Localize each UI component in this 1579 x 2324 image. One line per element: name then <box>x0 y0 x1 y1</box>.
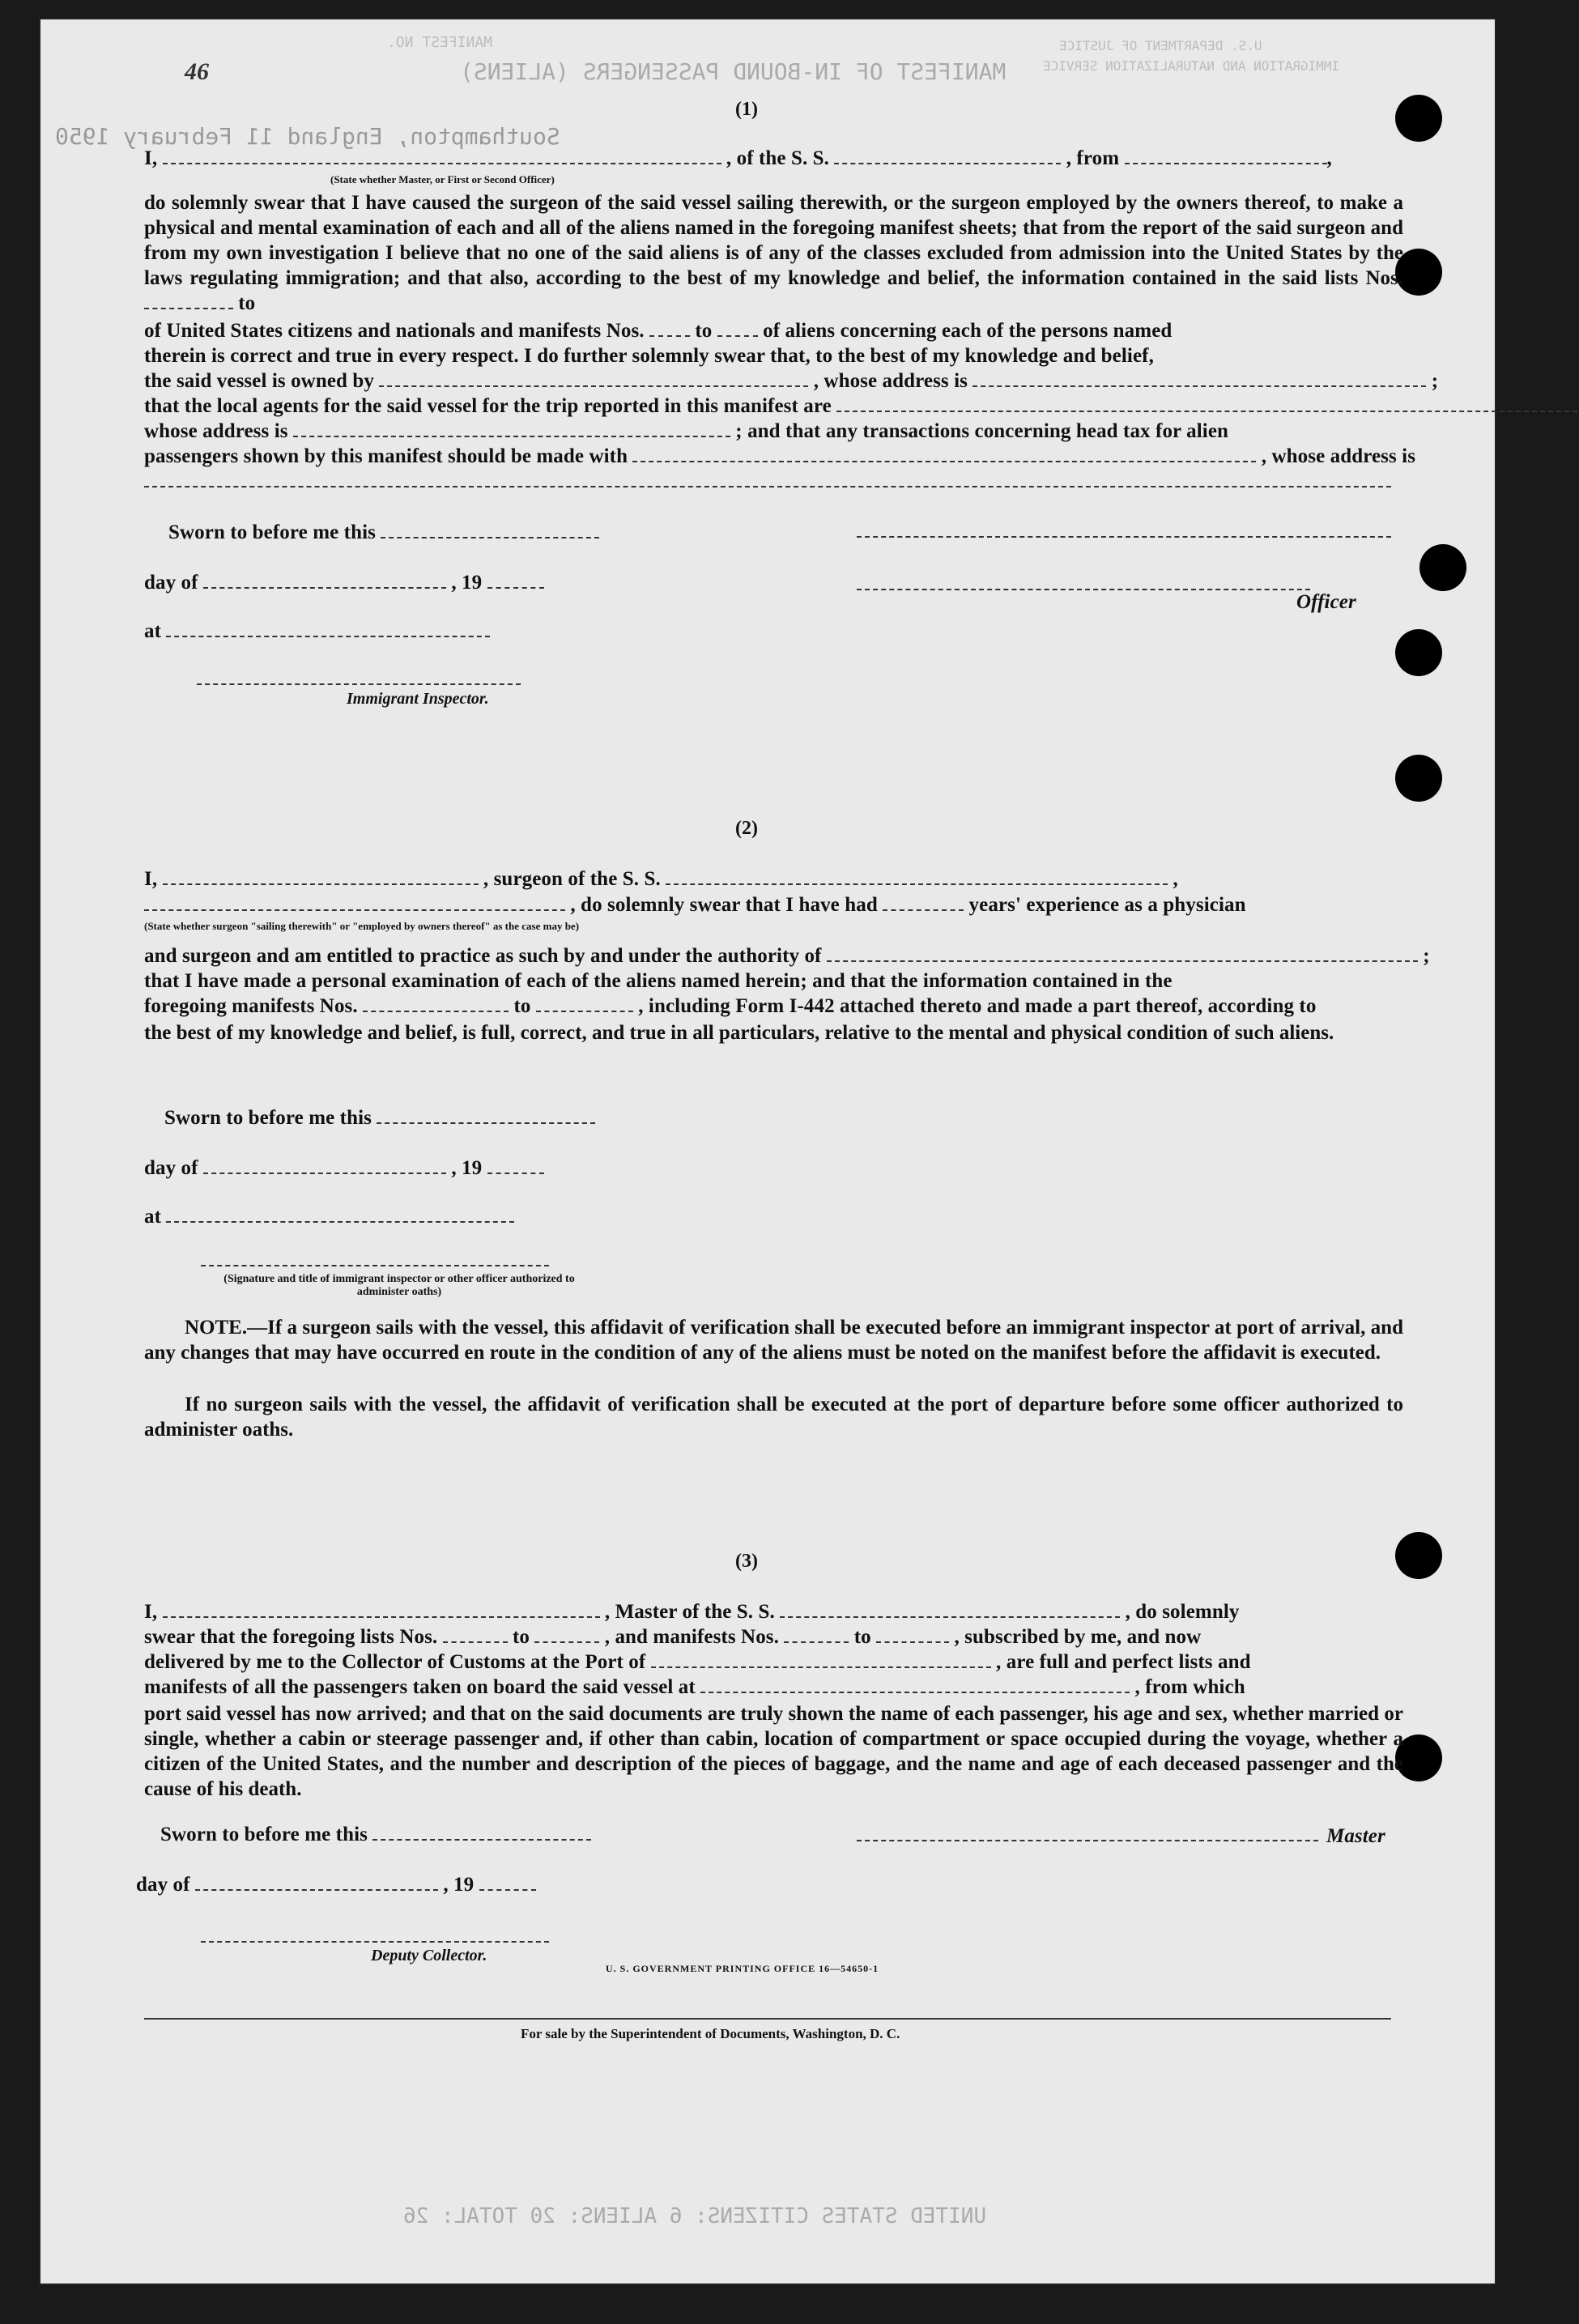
section-1-therein-line: therein is correct and true in every respect. I do further solemnly swear that, to the best of my knowledge and belief, <box>144 345 1154 367</box>
section-2-para-a: that I have made a personal examination of each of the aliens named herein; and that the information contained in the <box>144 970 1173 992</box>
section-2-sig-line <box>201 1265 549 1266</box>
section-2-number: (2) <box>735 818 758 839</box>
section-2-sworn: Sworn to before me this <box>164 1107 595 1130</box>
section-3-line-2: swear that the foregoing lists Nos. to , and manifests Nos. to , subscribed by me, and now <box>144 1626 1202 1648</box>
section-1-day: day of , 19 <box>144 572 544 594</box>
punch-hole <box>1395 1532 1442 1579</box>
label-i: I, <box>144 147 158 169</box>
section-2-foregoing: foregoing manifests Nos. to , including Form I-442 attached thereto and made a part thereof, according to <box>144 995 1317 1017</box>
section-1-line-1: I, , of the S. S. , from , <box>144 147 1332 169</box>
punch-hole <box>1395 629 1442 676</box>
section-3-number: (3) <box>735 1551 758 1572</box>
section-2-sig-caption: (Signature and title of immigrant inspector or other officer authorized to administer oaths) <box>223 1273 575 1298</box>
master-label: Master <box>1326 1825 1385 1847</box>
label-from: , from <box>1066 147 1120 169</box>
section-3-line-4: manifests of all the passengers taken on board the said vessel at , from which <box>144 1676 1245 1698</box>
section-1-agents-line: that the local agents for the said vessel for the trip reported in this manifest are <box>144 395 1579 418</box>
deputy-signature-line <box>201 1941 549 1943</box>
section-3-sworn: Sworn to before me this <box>160 1824 591 1846</box>
section-1-rule <box>144 486 1391 487</box>
ghost-port-date: Southampton, England 11 February 1950 <box>55 123 560 150</box>
bottom-rule <box>144 2018 1391 2020</box>
officer-signature-line <box>857 536 1391 538</box>
deputy-label: Deputy Collector. <box>371 1947 487 1964</box>
section-2-line-1: I, , surgeon of the S. S. , <box>144 868 1178 890</box>
punch-hole <box>1419 544 1466 591</box>
section-2-caption: (State whether surgeon "sailing therewith" or "employed by owners thereof" as the case may be) <box>144 920 580 932</box>
gpo-imprint: U. S. GOVERNMENT PRINTING OFFICE 16—54650-1 <box>606 1963 879 1974</box>
section-2-at: at <box>144 1206 514 1228</box>
section-3-line-1: I, , Master of the S. S. , do solemnly <box>144 1601 1240 1623</box>
section-1-caption: (State whether Master, or First or Second Officer) <box>330 173 555 185</box>
officer-label: Officer <box>1296 591 1356 613</box>
section-3-paragraph: port said vessel has now arrived; and that on the said documents are truly shown the name of each passenger, his age and sex, whether married or single, whether a cabin or steerage passenger and, if other than cabin, location of compartment or space occupied during the voyage, whether a citizen of the United States, and the number and description of the pieces of baggage, and the name and age of each deceased passenger and the cause of his death. <box>144 1703 1403 1800</box>
section-2-para-b: the best of my knowledge and belief, is full, correct, and true in all particulars, relative to the mental and physical condition of such aliens. <box>144 1022 1334 1044</box>
section-3-day: day of , 19 <box>136 1874 536 1896</box>
section-2-day: day of , 19 <box>144 1157 544 1180</box>
punch-hole <box>1395 95 1442 142</box>
section-1-paragraph: do solemnly swear that I have caused the surgeon of the said vessel sailing therewith, or the surgeon employed by the owners thereof, to make a physical and mental examination of each and all of the aliens named in the foregoing manifest sheets; that from the report of the said surgeon and from my own investigation I believe that no one of the said aliens is of any of the classes excluded from admission into the United States by the laws regulating immigration; and that also, according to the best of my knowledge and belief, the information contained in the said lists Nos. to <box>144 192 1403 314</box>
section-2-line-2: , do solemnly swear that I have had years' experience as a physician <box>144 894 1246 917</box>
ghost-manifest-no: MANIFEST NO. <box>387 34 493 51</box>
corner-number: 46 <box>185 58 209 85</box>
section-1-at: at <box>144 620 490 643</box>
ghost-dept: U.S. DEPARTMENT OF JUSTICE <box>1059 38 1262 53</box>
master-signature-line <box>857 1840 1318 1841</box>
ghost-bottom: UNITED STATES CITIZENS: 6 ALIENS: 20 TOTAL: 26 <box>403 2204 987 2228</box>
section-3-line-3: delivered by me to the Collector of Customs at the Port of , are full and perfect lists and <box>144 1651 1251 1673</box>
ghost-ins: IMMIGRATION AND NATURALIZATION SERVICE <box>1043 58 1340 74</box>
ghost-title: MANIFEST OF IN-BOUND PASSENGERS (ALIENS) <box>460 58 1007 85</box>
section-2-authority: and surgeon and am entitled to practice as such by and under the authority of ; <box>144 945 1430 967</box>
label-of-ss: , of the S. S. <box>726 147 830 169</box>
section-1-passengers-line: passengers shown by this manifest should be made with , whose address is <box>144 445 1416 467</box>
punch-hole <box>1395 755 1442 802</box>
note-no-surgeon: If no surgeon sails with the vessel, the affidavit of verification shall be executed at the port of departure before some officer authorized to administer oaths. <box>144 1394 1403 1441</box>
section-1-citizens-line: of United States citizens and nationals and manifests Nos. to of aliens concerning each of the persons named <box>144 320 1173 342</box>
section-1-number: (1) <box>735 99 758 120</box>
section-1-address-line: whose address is ; and that any transactions concerning head tax for alien <box>144 420 1229 442</box>
section-1-sworn: Sworn to before me this <box>168 521 599 544</box>
officer-signature-line-2 <box>857 589 1310 590</box>
inspector-signature-line <box>197 683 521 685</box>
manifest-page <box>39 18 1496 2285</box>
sale-notice: For sale by the Superintendent of Documents, Washington, D. C. <box>521 2026 900 2041</box>
note-surgeon: NOTE.—If a surgeon sails with the vessel, this affidavit of verification shall be executed before an immigrant inspector at port of arrival, and any changes that may have occurred en route in the condition of any of the aliens must be noted on the manifest before the affidavit is executed. <box>144 1317 1403 1364</box>
inspector-label: Immigrant Inspector. <box>347 690 489 708</box>
section-1-owned-line: the said vessel is owned by , whose address is ; <box>144 370 1439 392</box>
